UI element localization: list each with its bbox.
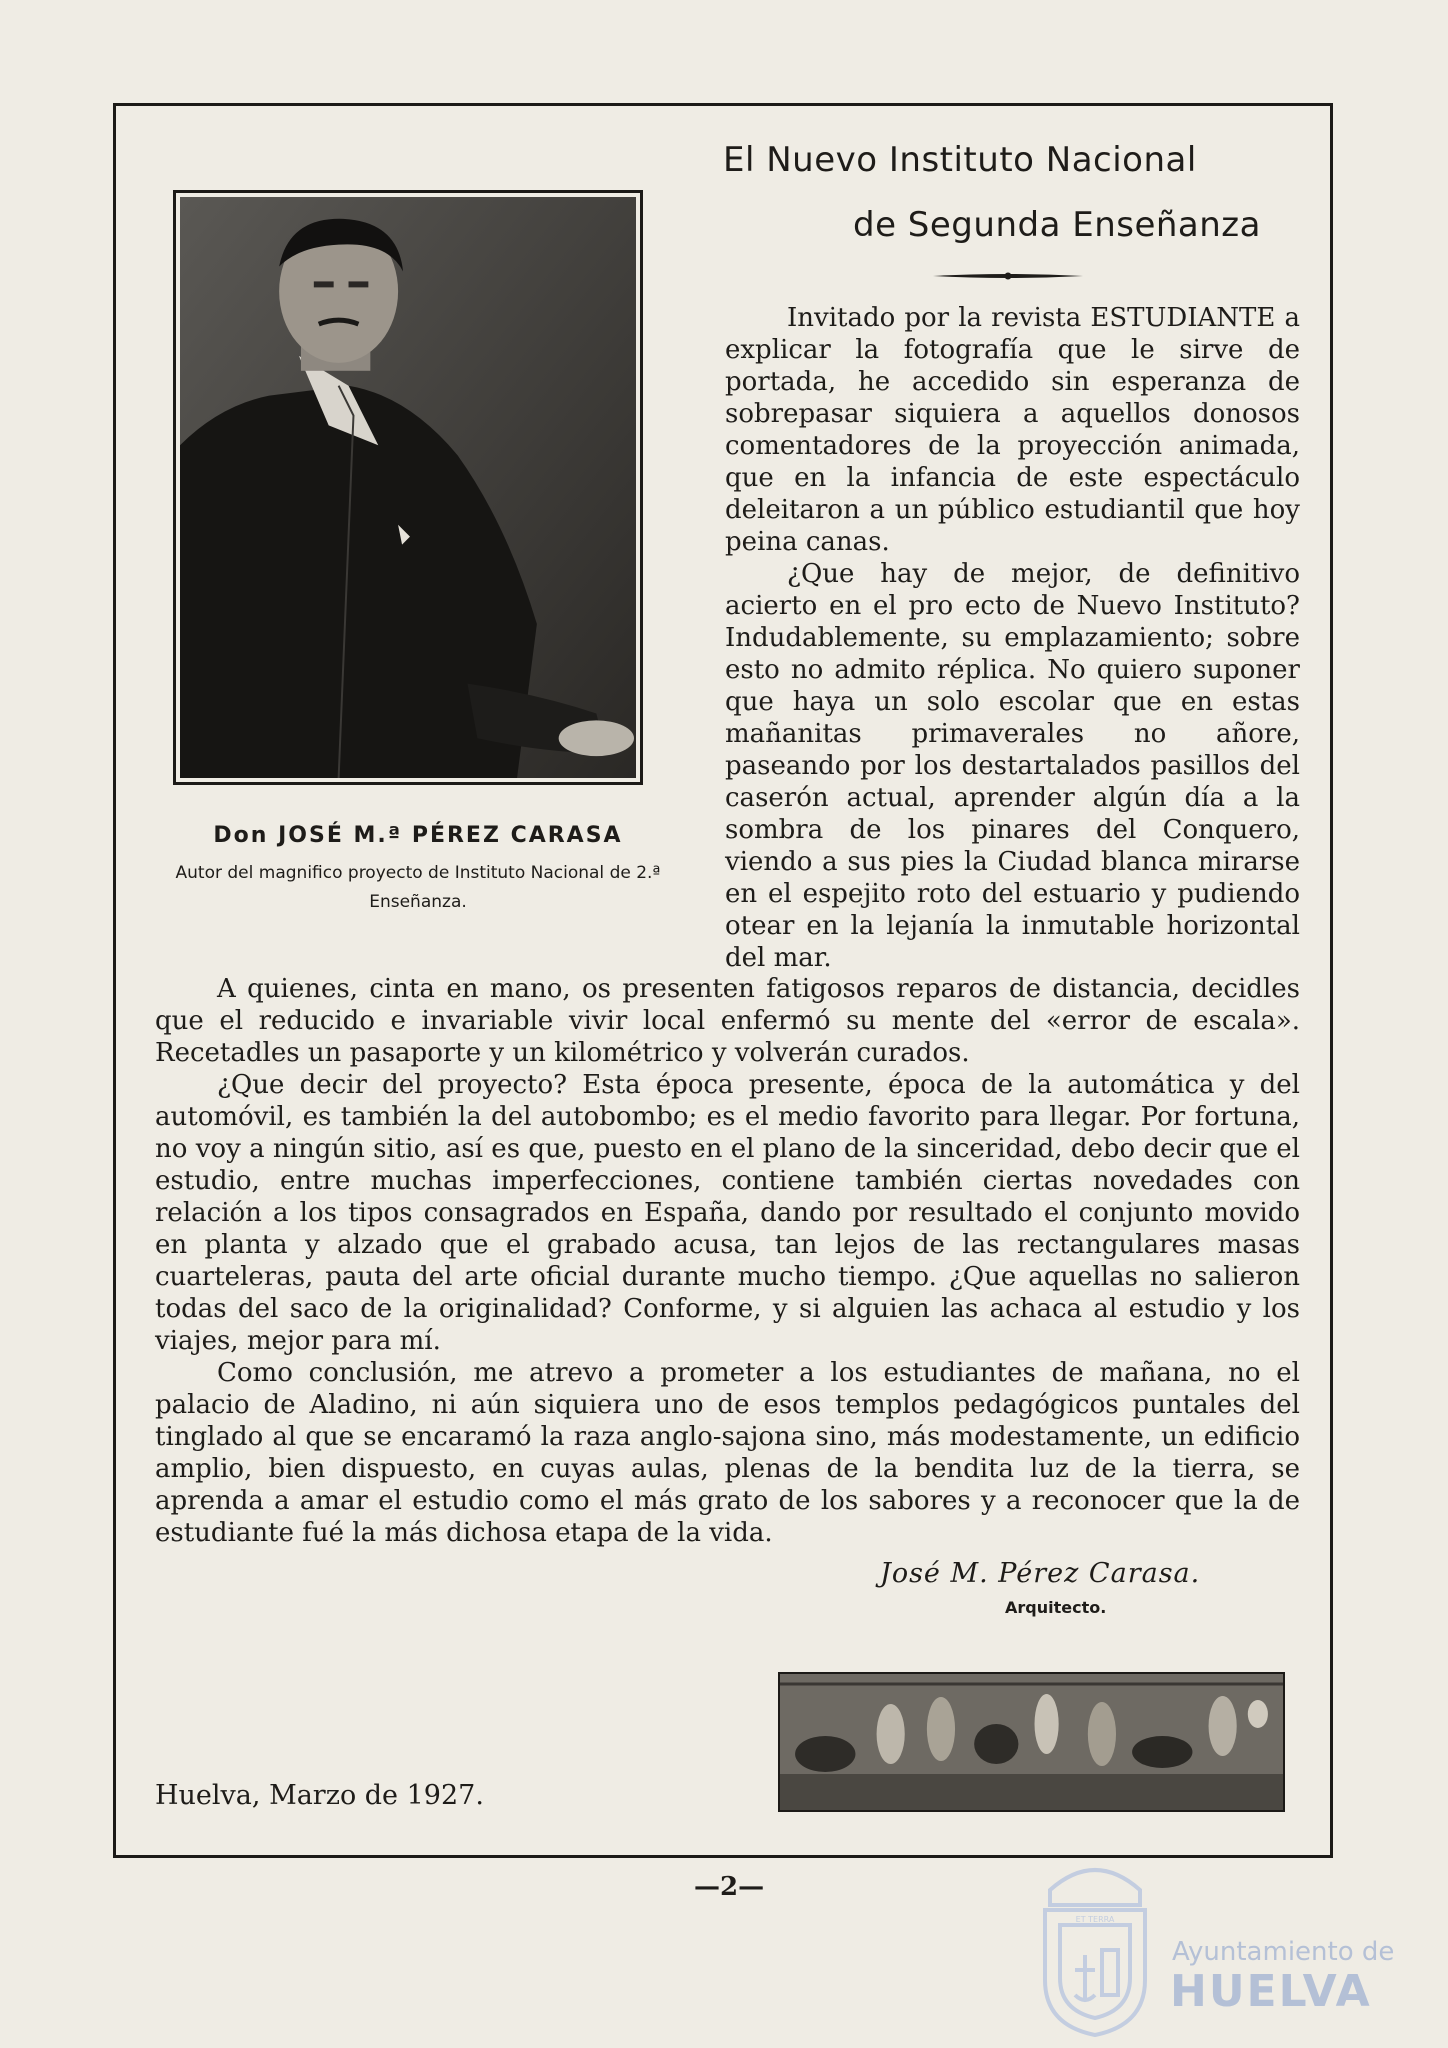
article-column [725, 302, 1300, 974]
article-title-line1: El Nuevo Instituto Nacional [723, 140, 1197, 180]
huelva-coat-of-arms-icon [1030, 1850, 1160, 2040]
watermark-line2: HUELVA [1170, 1966, 1372, 2017]
photo-caption-name: Don JOSÉ M.ª PÉREZ CARASA [213, 823, 623, 848]
place-date: Huelva, Marzo de 1927. [155, 1780, 484, 1811]
paragraph: A quienes, cinta en mano, os presenten fatigosos reparos de distancia, decidles que el reducido e invariable vivir local enfermó su mente del «error de escala». Recetadles un pasaporte y un kilométrico y volverán curados. [155, 974, 1300, 1068]
author-role: Arquitecto. [1005, 1598, 1107, 1617]
photo-caption-description: Autor del magnifico proyecto de Instituto Nacional de 2.ª Enseñanza. [175, 863, 661, 912]
watermark-line1: Ayuntamiento de [1172, 1937, 1395, 1967]
author-signature: José M. Pérez Carasa. [880, 1558, 1201, 1589]
paragraph: Invitado por la revista ESTUDIANTE a explicar la fotografía que le sirve de portada, he accedido sin esperanza de sobrepasar siquiera a aquellos donosos comentadores de la proyección animada, que en la infancia de este espectáculo deleitaron a un público estudiantil que hoy peina canas. [725, 303, 1300, 557]
paragraph: ¿Que hay de mejor, de definitivo acierto en el pro ecto de Nuevo Instituto? Indudablemente, su emplazamiento; sobre esto no admito réplica. No quiero suponer que haya un solo escolar que en estas mañanitas primaverales no añore, paseando por los destartalados pasillos del caserón actual, aprender algún día a la sombra de los pinares del Conquero, viendo a sus pies la Ciudad blanca mirarse en el espejito roto del estuario y pudiendo otear en la lejanía la inmutable horizontal del mar. [725, 559, 1300, 973]
page-number: —2— [694, 1872, 765, 1902]
article-body [155, 973, 1300, 1549]
ornament-divider-icon [933, 270, 1083, 282]
article-title-line2: de Segunda Enseñanza [853, 205, 1261, 245]
paragraph: ¿Que decir del proyecto? Esta época presente, época de la automática y del automóvil, es también la del autobombo; es el medio favorito para llegar. Por fortuna, no voy a ningún sitio, así es que, puesto en el plano de la sinceridad, debo decir que el estudio, entre muchas imperfecciones, contiene también ciertas novedades con relación a los tipos consagrados en España, dando por resultado el conjunto movido en planta y alzado que el grabado acusa, tan lejos de las rectangulares masas cuarteleras, pauta del arte oficial durante mucho tiempo. ¿Que aquellas no salieron todas del saco de la originalidad? Conforme, y si alguien las achaca al estudio y los viajes, mejor para mí. [155, 1070, 1300, 1356]
svg-text:ET TERRA: ET TERRA [1075, 1915, 1115, 1924]
portrait-photo [173, 190, 643, 785]
paragraph: Como conclusión, me atrevo a prometer a los estudiantes de mañana, no el palacio de Aladino, ni aún siquiera uno de esos templos pedagógicos puntales del tinglado al que se encaramó la raza anglo-sajona sino, más modestamente, un edificio amplio, bien dispuesto, en cuyas aulas, plenas de la bendita luz de la tierra, se aprenda a amar el estudio como el más grato de los sabores y a reconocer que la de estudiante fué la más dichosa etapa de la vida. [155, 1358, 1300, 1548]
relief-frieze-image [778, 1672, 1285, 1812]
